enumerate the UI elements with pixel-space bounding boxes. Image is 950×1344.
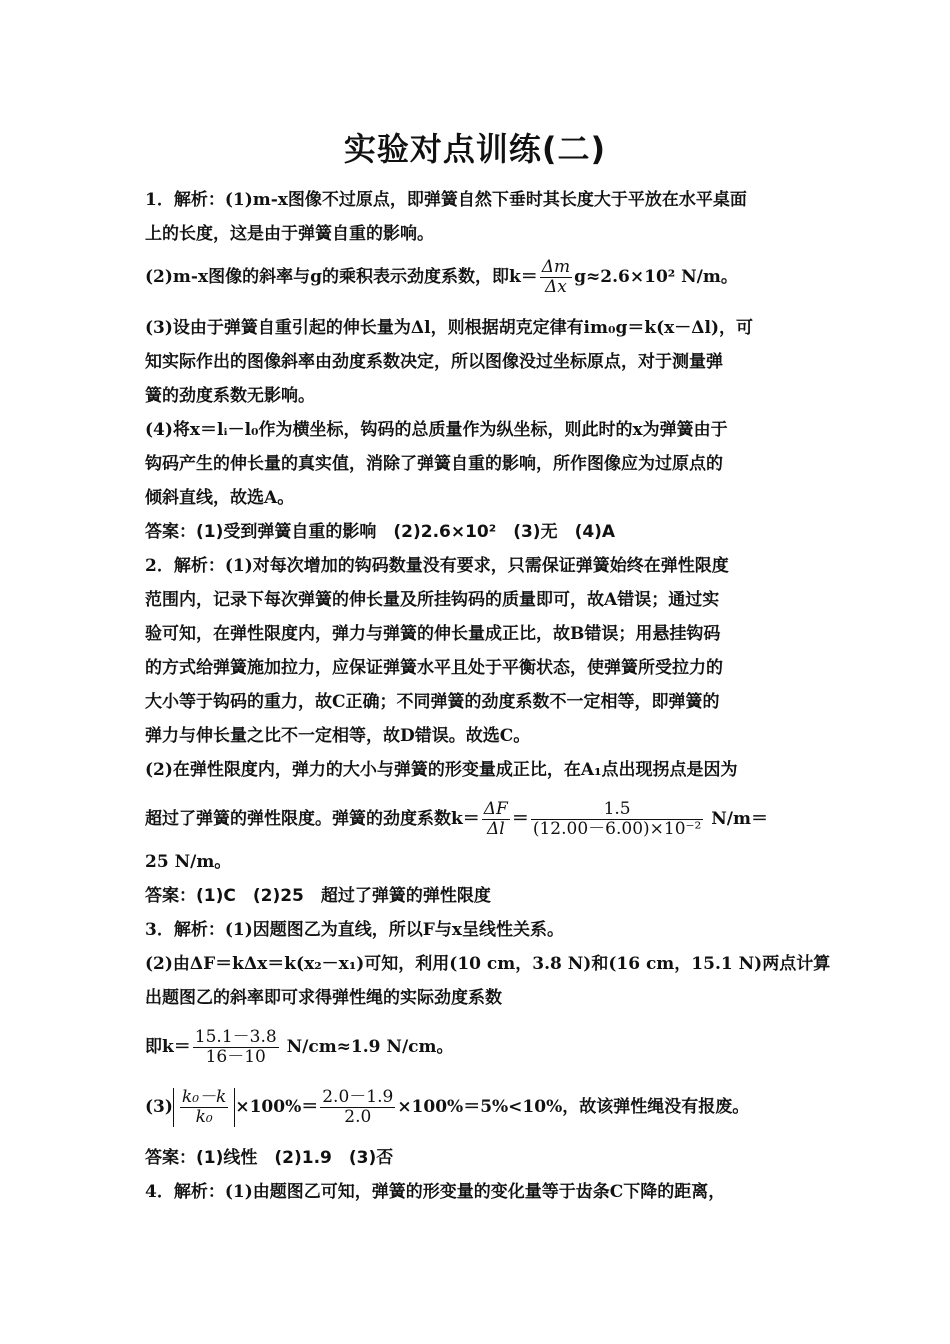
numerator: 2.0－1.9 [322,1087,394,1107]
text-fragment: 超过了弹簧的弹性限度。弹簧的劲度系数k＝ [145,809,480,829]
text-fragment: ×100%＝5%<10%，故该弹性绳没有报废。 [397,1097,750,1117]
numerator: 15.1－3.8 [194,1027,277,1047]
text-line-with-formula [145,258,810,297]
text-line: 3．解析：(1)因题图乙为直线，所以F与x呈线性关系。 [145,920,564,940]
denominator: (12.00－6.00)×10⁻² [532,819,702,839]
text-fragment: ×100%＝ [235,1097,319,1117]
text-line: 出题图乙的斜率即可求得弹性绳的实际劲度系数 [145,988,502,1008]
fraction-error-values [320,1088,395,1127]
fraction-slope [193,1028,279,1067]
text-line: (2)由ΔF＝kΔx＝k(x₂－x₁)可知，利用(10 cm，3.8 N)和(16 cm，15.1 N)两点计算 [145,954,831,974]
text-line: 弹力与伸长量之比不一定相等，故D错误。故选C。 [145,726,531,746]
denominator: 2.0 [344,1107,372,1127]
answer-line: 答案：(1)线性 (2)1.9 (3)否 [145,1148,394,1168]
text-line: 4．解析：(1)由题图乙可知，弹簧的形变量的变化量等于齿条C下降的距离， [145,1182,726,1202]
text-line: (2)在弹性限度内，弹力的大小与弹簧的形变量成正比，在A₁点出现拐点是因为 [145,760,738,780]
fraction-dm-dx [540,258,572,297]
text-line: 范围内，记录下每次弹簧的伸长量及所挂钩码的质量即可，故A错误；通过实 [145,590,720,610]
text-line: 簧的劲度系数无影响。 [145,386,315,406]
text-fragment: N/m＝ [711,809,768,829]
text-line: 验可知，在弹性限度内，弹力与弹簧的伸长量成正比，故B错误；用悬挂钩码 [145,624,721,644]
text-fragment: N/cm≈1.9 N/cm。 [286,1037,454,1057]
text-fragment: (3) [145,1097,173,1117]
fraction-relative-error [180,1088,228,1127]
text-line: 上的长度，这是由于弹簧自重的影响。 [145,224,434,244]
text-line: 1．解析：(1)m-x图像不过原点，即弹簧自然下垂时其长度大于平放在水平桌面 [145,190,747,210]
text-line: 25 N/m。 [145,852,232,872]
fraction-spring-constant [531,800,703,839]
numerator: k₀－k [181,1087,227,1107]
equals-sign: ＝ [511,809,529,829]
text-line: 2．解析：(1)对每次增加的钩码数量没有要求，只需保证弹簧始终在弹性限度 [145,556,729,576]
answer-line: 答案：(1)C (2)25 超过了弹簧的弹性限度 [145,886,491,906]
numerator: 1.5 [531,800,703,820]
page-title: 实验对点训练(二) [343,130,607,168]
denominator: Δl [486,819,505,839]
text-fragment: (2)m-x图像的斜率与g的乘积表示劲度系数，即k＝ [145,267,538,287]
text-line: 倾斜直线，故选A。 [145,488,295,508]
denominator: k₀ [195,1107,213,1127]
text-line: 大小等于钩码的重力，故C正确；不同弹簧的劲度系数不一定相等，即弹簧的 [145,692,720,712]
text-line: 的方式给弹簧施加拉力，应保证弹簧水平且处于平衡状态，使弹簧所受拉力的 [145,658,723,678]
text-line: (3)设由于弹簧自重引起的伸长量为Δl，则根据胡克定律有im₀g＝k(x－Δl)，可 [145,318,753,338]
denominator: 16－10 [205,1047,266,1067]
text-fragment: 即k＝ [145,1037,191,1057]
denominator: Δx [545,277,567,297]
text-fragment: g≈2.6×10² N/m。 [574,267,738,287]
fraction-dF-dl [482,800,510,839]
text-line-with-formula [145,1028,810,1067]
text-line: 钩码产生的伸长量的真实值，消除了弹簧自重的影响，所作图像应为过原点的 [145,454,723,474]
answer-line: 答案：(1)受到弹簧自重的影响 (2)2.6×10² (3)无 (4)A [145,522,616,542]
text-line-with-formula [145,800,810,839]
numerator: ΔF [483,799,508,819]
numerator: Δm [541,257,571,277]
text-line: (4)将x＝lᵢ－l₀作为横坐标，钩码的总质量作为纵坐标，则此时的x为弹簧由于 [145,420,728,440]
text-line-with-formula [145,1088,810,1127]
text-line: 知实际作出的图像斜率由劲度系数决定，所以图像没过坐标原点，对于测量弹 [145,352,723,372]
absolute-value [173,1088,235,1127]
